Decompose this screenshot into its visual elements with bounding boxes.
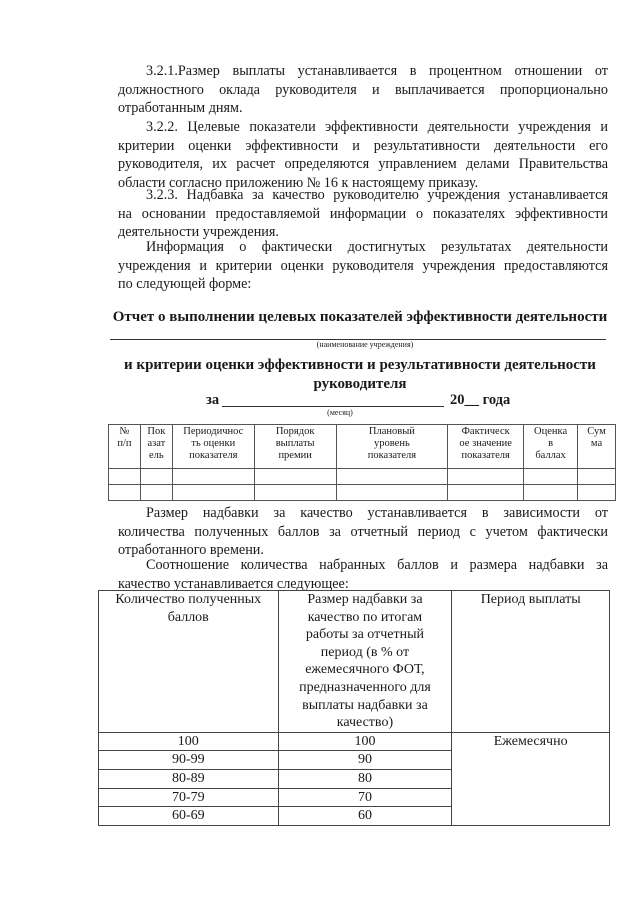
paragraph-3-2-1 xyxy=(118,62,608,118)
text-line: Соотношение количества набранных баллов и размера надбавки за xyxy=(146,557,608,573)
header-actual-value: Фактическ ое значение показателя xyxy=(448,425,524,469)
text-line: критерии оценки эффективности и результативности деятельности его xyxy=(118,137,608,154)
period-year: 20__ года xyxy=(450,392,511,408)
text-line: должностного оклада руководителя и выплачивается пропорционально xyxy=(118,81,608,98)
report-form-table xyxy=(108,424,616,501)
points-cell: 80-89 xyxy=(99,769,279,788)
points-cell: 70-79 xyxy=(99,788,279,807)
paragraph-3-2-3 xyxy=(118,186,608,242)
text-line: Информация о фактически достигнутых результатах деятельности xyxy=(146,239,608,255)
report-subtitle-line: руководителя xyxy=(313,376,407,392)
points-cell: 90-99 xyxy=(99,751,279,770)
paragraph-ratio xyxy=(118,556,608,593)
text-line: 3.2.3. Надбавка за качество руководителю учреждения устанавливается xyxy=(146,187,608,203)
text-line: учреждения и критерии оценки руководителя учреждения предоставляются xyxy=(118,257,608,274)
paragraph-info xyxy=(118,238,608,294)
form-header-row xyxy=(109,425,616,469)
text-line: отработанного времени. xyxy=(118,542,264,559)
report-title: Отчет о выполнении целевых показателей эффективности деятельности xyxy=(112,309,608,325)
text-line: 3.2.2. Целевые показатели эффективности деятельности учреждения и xyxy=(146,119,608,135)
text-line: Размер надбавки за качество устанавливается в зависимости от xyxy=(146,505,608,521)
paragraph-3-2-2 xyxy=(118,118,608,192)
header-periodicity: Периодичнос ть оценки показателя xyxy=(172,425,254,469)
header-points: Количество полученных баллов xyxy=(99,591,279,733)
form-empty-row xyxy=(109,469,616,485)
text-line: количества полученных баллов за отчетный период с учетом фактически xyxy=(118,523,608,540)
text-line: руководителя, их расчет определяются управлением делами Правительства xyxy=(118,156,608,173)
text-line: качество устанавливается следующее: xyxy=(118,575,349,592)
size-cell: 60 xyxy=(278,807,452,826)
header-bonus-size: Размер надбавки за качество по итогам работы за отчетный период (в % от ежемесячного ФОТ, предназначенного для выплаты надбавки за качество) xyxy=(278,591,452,733)
text-line: области согласно приложению № 16 к настоящему приказу. xyxy=(118,174,479,191)
bonus-header-row xyxy=(99,591,610,733)
report-subtitle-line: и критерии оценки эффективности и результативности деятельности xyxy=(124,357,596,373)
text-line: деятельности учреждения. xyxy=(118,224,279,241)
form-empty-row xyxy=(109,485,616,501)
report-subtitle xyxy=(110,356,610,394)
text-line: 3.2.1.Размер выплаты устанавливается в процентном отношении от xyxy=(146,63,608,79)
header-score: Оценка в баллах xyxy=(524,425,578,469)
period-cell: Ежемесячно xyxy=(452,732,610,825)
header-indicator: Пок азат ель xyxy=(140,425,172,469)
paragraph-bonus-size xyxy=(118,504,608,560)
month-caption: (месяц) xyxy=(327,408,353,417)
month-line xyxy=(222,406,444,407)
points-cell: 60-69 xyxy=(99,807,279,826)
size-cell: 90 xyxy=(278,751,452,770)
header-planned-level: Плановый уровень показателя xyxy=(336,425,448,469)
points-cell: 100 xyxy=(99,732,279,751)
header-number: № п/п xyxy=(109,425,141,469)
text-line: на основании предоставляемой информации о показателях эффективности xyxy=(118,205,608,222)
text-line: отработанным дням. xyxy=(118,100,243,117)
header-sum: Сум ма xyxy=(578,425,616,469)
bonus-row xyxy=(99,732,610,751)
header-payment-order: Порядок выплаты премии xyxy=(254,425,336,469)
period-prefix: за xyxy=(206,392,220,408)
size-cell: 80 xyxy=(278,769,452,788)
institution-caption: (наименование учреждения) xyxy=(316,340,414,349)
bonus-table xyxy=(98,590,610,826)
size-cell: 70 xyxy=(278,788,452,807)
size-cell: 100 xyxy=(278,732,452,751)
text-line: по следующей форме: xyxy=(118,276,252,293)
header-payment-period: Период выплаты xyxy=(452,591,610,733)
